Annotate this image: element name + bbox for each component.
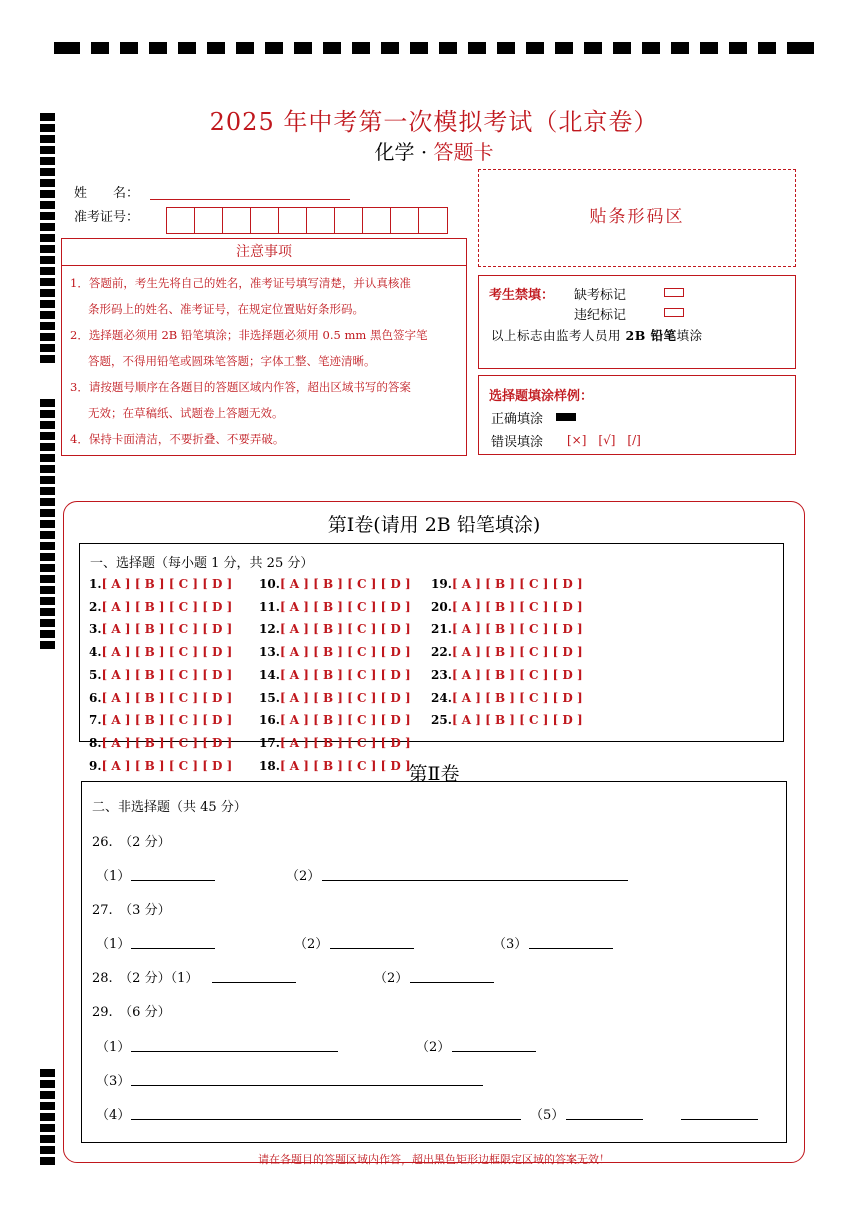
answer-options[interactable]: [ A ] [ B ] [ C ] [ D ] bbox=[279, 577, 411, 591]
forbidden-note bbox=[491, 326, 703, 344]
answer-options[interactable]: [ A ] [ B ] [ C ] [ D ] bbox=[279, 645, 411, 660]
q26-part2-label: （2） bbox=[286, 869, 321, 884]
timing-mark bbox=[40, 443, 55, 451]
card-label: 答题卡 bbox=[433, 140, 494, 164]
q26-answer-2[interactable] bbox=[322, 880, 628, 881]
question-number: 16. bbox=[259, 713, 280, 728]
question-number: 15. bbox=[259, 690, 280, 705]
fill-sample-panel bbox=[478, 375, 796, 455]
choice-question[interactable] bbox=[431, 691, 583, 705]
timing-mark bbox=[40, 322, 55, 330]
answer-options[interactable]: [ A ] [ B ] [ C ] [ D ] bbox=[279, 667, 411, 682]
subtitle-dot: · bbox=[420, 140, 428, 164]
subject-label: 化学 bbox=[374, 140, 415, 164]
choice-question[interactable] bbox=[259, 600, 411, 614]
absent-label: 缺考标记 bbox=[574, 288, 627, 303]
timing-mark bbox=[40, 355, 55, 363]
timing-mark bbox=[40, 1069, 55, 1077]
notes-heading: 注意事项 bbox=[62, 239, 466, 266]
page-title: 2025 年中考第一次模拟考试（北京卷） bbox=[209, 108, 659, 136]
q27-part2-label: （2） bbox=[294, 937, 329, 952]
q29-answer-4[interactable] bbox=[131, 1119, 521, 1120]
q29-part4-label: （4） bbox=[96, 1108, 131, 1123]
answer-options[interactable]: [ A ] [ B ] [ C ] [ D ] bbox=[451, 622, 583, 637]
barcode-area[interactable]: 贴条形码区 bbox=[478, 169, 796, 267]
q26-label: 26. （2 分） bbox=[92, 835, 171, 850]
timing-mark bbox=[40, 630, 55, 638]
timing-mark bbox=[40, 575, 55, 583]
timing-mark bbox=[40, 179, 55, 187]
timing-mark bbox=[40, 333, 55, 341]
note-bold: 2B 铅笔 bbox=[625, 328, 677, 343]
q28-label: 28. （2 分）（1） bbox=[92, 971, 199, 986]
timing-mark bbox=[40, 1080, 55, 1088]
question-number: 8. bbox=[89, 735, 102, 750]
question-number: 3. bbox=[89, 622, 102, 637]
answer-options[interactable]: [ A ] [ B ] [ C ] [ D ] bbox=[451, 667, 583, 682]
note-line: 2．选择题必须用 2B 铅笔填涂；非选择题必须用 0.5 mm 黑色签字笔 bbox=[70, 328, 428, 342]
question-number: 20. bbox=[431, 599, 452, 614]
choice-question[interactable] bbox=[89, 622, 232, 636]
timing-mark bbox=[40, 553, 55, 561]
page-subtitle bbox=[0, 136, 868, 165]
question-number: 24. bbox=[431, 690, 452, 705]
timing-mark bbox=[40, 344, 55, 352]
choice-question[interactable] bbox=[89, 577, 232, 591]
question-number: 21. bbox=[431, 622, 452, 637]
violation-mark-box[interactable] bbox=[664, 308, 684, 317]
timing-mark bbox=[40, 586, 55, 594]
timing-mark bbox=[40, 311, 55, 319]
timing-mark bbox=[40, 641, 55, 649]
choice-box bbox=[79, 543, 784, 742]
timing-mark bbox=[40, 608, 55, 616]
timing-mark bbox=[40, 212, 55, 220]
q26-answer-1[interactable] bbox=[131, 880, 215, 881]
answer-options[interactable]: [ A ] [ B ] [ C ] [ D ] bbox=[451, 599, 583, 614]
exam-id-boxes[interactable] bbox=[166, 207, 448, 234]
answer-options[interactable]: [ A ] [ B ] [ C ] [ D ] bbox=[279, 713, 411, 728]
q29-part3-label: （3） bbox=[96, 1074, 131, 1089]
timing-mark bbox=[40, 421, 55, 429]
answer-options[interactable]: [ A ] [ B ] [ C ] [ D ] bbox=[279, 622, 411, 637]
question-number: 23. bbox=[431, 667, 452, 682]
question-number: 25. bbox=[431, 713, 452, 728]
choice-question[interactable] bbox=[431, 713, 583, 727]
correct-label: 正确填涂 bbox=[491, 412, 544, 427]
timing-mark bbox=[40, 432, 55, 440]
q29-part2-label: （2） bbox=[416, 1040, 451, 1055]
timing-mark bbox=[40, 465, 55, 473]
question-number: 17. bbox=[259, 735, 280, 750]
section1-title: 第Ⅰ卷(请用 2B 铅笔填涂) bbox=[327, 514, 541, 536]
q29-label: 29. （6 分） bbox=[92, 1005, 171, 1020]
wrong-label: 错误填涂 bbox=[491, 435, 544, 450]
note-line: 4．保持卡面清洁，不要折叠、不要弄破。 bbox=[70, 432, 285, 446]
choice-question[interactable] bbox=[431, 577, 583, 591]
timing-mark bbox=[40, 267, 55, 275]
choice-question[interactable] bbox=[259, 645, 411, 659]
q27-answer-1[interactable] bbox=[131, 948, 215, 949]
question-number: 11. bbox=[259, 599, 280, 614]
q27-part1-label: （1） bbox=[96, 937, 131, 952]
section2-title: 第Ⅱ卷 bbox=[408, 763, 460, 785]
question-number: 13. bbox=[259, 645, 280, 660]
answer-options[interactable]: [ A ] [ B ] [ C ] [ D ] bbox=[101, 622, 233, 637]
note-suffix: 填涂 bbox=[676, 328, 703, 343]
choice-heading: 一、选择题（每小题 1 分，共 25 分） bbox=[90, 556, 314, 571]
question-number: 5. bbox=[89, 667, 102, 682]
name-field[interactable] bbox=[150, 199, 350, 200]
choice-question[interactable] bbox=[89, 600, 232, 614]
answer-options[interactable]: [ A ] [ B ] [ C ] [ D ] bbox=[101, 758, 233, 773]
q29-part1-label: （1） bbox=[96, 1040, 131, 1055]
violation-label: 违纪标记 bbox=[574, 308, 627, 323]
wrong-marks: [×] [√] [/] bbox=[567, 433, 641, 447]
timing-mark bbox=[40, 256, 55, 264]
question-number: 14. bbox=[259, 667, 280, 682]
answer-options[interactable]: [ A ] [ B ] [ C ] [ D ] bbox=[101, 599, 233, 614]
choice-question[interactable] bbox=[89, 691, 232, 705]
choice-question[interactable] bbox=[259, 713, 411, 727]
timing-mark bbox=[40, 619, 55, 627]
q27-part3-label: （3） bbox=[493, 937, 528, 952]
answer-options[interactable]: [ A ] [ B ] [ C ] [ D ] bbox=[279, 599, 411, 614]
choice-question[interactable] bbox=[431, 622, 583, 636]
timing-marks-top bbox=[54, 42, 814, 56]
absent-mark-box[interactable] bbox=[664, 288, 684, 297]
id-label: 准考证号： bbox=[74, 210, 140, 225]
q28-part2-label: （2） bbox=[374, 971, 409, 986]
timing-mark bbox=[40, 1113, 55, 1121]
timing-mark bbox=[40, 1102, 55, 1110]
timing-mark bbox=[40, 498, 55, 506]
question-number: 1. bbox=[89, 577, 102, 591]
question-number: 6. bbox=[89, 690, 102, 705]
q27-answer-3[interactable] bbox=[529, 948, 613, 949]
timing-mark bbox=[40, 399, 55, 407]
choice-question[interactable] bbox=[89, 713, 232, 727]
timing-mark bbox=[40, 1135, 55, 1143]
timing-mark bbox=[40, 223, 55, 231]
answer-options[interactable]: [ A ] [ B ] [ C ] [ D ] bbox=[279, 690, 411, 705]
answer-options[interactable]: [ A ] [ B ] [ C ] [ D ] bbox=[451, 713, 583, 728]
choice-question[interactable] bbox=[89, 736, 232, 750]
note-line: 答题，不得用铅笔或圆珠笔答题；字体工整、笔迹清晰。 bbox=[88, 354, 376, 368]
timing-mark bbox=[40, 300, 55, 308]
q28-answer-1[interactable] bbox=[212, 982, 296, 983]
question-number: 2. bbox=[89, 599, 102, 614]
timing-mark bbox=[40, 234, 55, 242]
choice-question[interactable] bbox=[259, 736, 411, 750]
q27-label: 27. （3 分） bbox=[92, 903, 171, 918]
note-line: 3．请按题号顺序在各题目的答题区域内作答，超出区域书写的答案 bbox=[70, 380, 411, 394]
question-number: 19. bbox=[431, 577, 452, 591]
q29-answer-2[interactable] bbox=[452, 1051, 536, 1052]
section2-heading: 二、非选择题（共 45 分） bbox=[92, 800, 247, 815]
choice-question[interactable] bbox=[431, 600, 583, 614]
question-number: 10. bbox=[259, 577, 280, 591]
q29-part5-label: （5） bbox=[530, 1108, 565, 1123]
timing-mark bbox=[40, 289, 55, 297]
question-number: 22. bbox=[431, 645, 452, 660]
choice-question[interactable] bbox=[259, 691, 411, 705]
sample-title: 选择题填涂样例： bbox=[489, 389, 594, 404]
answer-options[interactable]: [ A ] [ B ] [ C ] [ D ] bbox=[101, 645, 233, 660]
choice-question[interactable] bbox=[431, 645, 583, 659]
timing-mark bbox=[40, 476, 55, 484]
answer-options[interactable]: [ A ] [ B ] [ C ] [ D ] bbox=[451, 577, 583, 591]
answer-options[interactable]: [ A ] [ B ] [ C ] [ D ] bbox=[451, 690, 583, 705]
timing-mark bbox=[40, 168, 55, 176]
answer-options[interactable]: [ A ] [ B ] [ C ] [ D ] bbox=[101, 577, 233, 591]
choice-question[interactable] bbox=[259, 622, 411, 636]
name-label: 姓 名： bbox=[74, 186, 140, 201]
timing-mark bbox=[40, 1091, 55, 1099]
choice-question[interactable] bbox=[259, 577, 411, 591]
q29-answer-1[interactable] bbox=[131, 1051, 338, 1052]
question-number: 9. bbox=[89, 758, 102, 773]
answer-options[interactable]: [ A ] [ B ] [ C ] [ D ] bbox=[101, 690, 233, 705]
choice-question[interactable] bbox=[431, 668, 583, 682]
answer-options[interactable]: [ A ] [ B ] [ C ] [ D ] bbox=[451, 645, 583, 660]
timing-mark bbox=[40, 278, 55, 286]
q27-answer-2[interactable] bbox=[330, 948, 414, 949]
timing-mark bbox=[40, 564, 55, 572]
note-line: 1．答题前，考生先将自己的姓名，准考证号填写清楚，并认真核准 bbox=[70, 276, 411, 290]
timing-mark bbox=[40, 597, 55, 605]
question-number: 7. bbox=[89, 713, 102, 728]
question-number: 18. bbox=[259, 758, 280, 773]
note-line: 条形码上的姓名、准考证号，在规定位置贴好条形码。 bbox=[88, 302, 364, 316]
note-line: 无效；在草稿纸、试题卷上答题无效。 bbox=[88, 406, 284, 420]
note-prefix: 以上标志由监考人员用 bbox=[491, 328, 622, 343]
q29-answer-5b[interactable] bbox=[681, 1119, 758, 1120]
forbidden-panel bbox=[478, 275, 796, 369]
q29-answer-3[interactable] bbox=[131, 1085, 483, 1086]
timing-mark bbox=[40, 542, 55, 550]
q29-answer-5a[interactable] bbox=[566, 1119, 643, 1120]
footer-warning: 请在各题目的答题区域内作答，超出黑色矩形边框限定区域的答案无效！ bbox=[258, 1153, 610, 1166]
answer-options[interactable]: [ A ] [ B ] [ C ] [ D ] bbox=[101, 735, 233, 750]
timing-mark bbox=[40, 487, 55, 495]
timing-mark bbox=[40, 190, 55, 198]
q28-answer-2[interactable] bbox=[410, 982, 494, 983]
answer-options[interactable]: [ A ] [ B ] [ C ] [ D ] bbox=[101, 667, 233, 682]
answer-options[interactable]: [ A ] [ B ] [ C ] [ D ] bbox=[101, 713, 233, 728]
question-number: 12. bbox=[259, 622, 280, 637]
forbidden-title: 考生禁填： bbox=[489, 288, 555, 303]
timing-mark bbox=[40, 245, 55, 253]
answer-options[interactable]: [ A ] [ B ] [ C ] [ D ] bbox=[279, 735, 411, 750]
choice-question[interactable] bbox=[259, 668, 411, 682]
timing-mark bbox=[40, 410, 55, 418]
notes-panel bbox=[61, 238, 467, 456]
free-answer-box bbox=[81, 781, 787, 1143]
question-number: 4. bbox=[89, 645, 102, 660]
timing-mark bbox=[40, 1124, 55, 1132]
correct-fill-sample bbox=[556, 413, 576, 421]
timing-mark bbox=[40, 454, 55, 462]
answer-options[interactable]: [ A ] [ B ] [ C ] [ D ] bbox=[279, 758, 411, 773]
q26-part1-label: （1） bbox=[96, 869, 131, 884]
choice-question[interactable] bbox=[89, 668, 232, 682]
choice-question[interactable] bbox=[89, 645, 232, 659]
timing-mark bbox=[40, 201, 55, 209]
